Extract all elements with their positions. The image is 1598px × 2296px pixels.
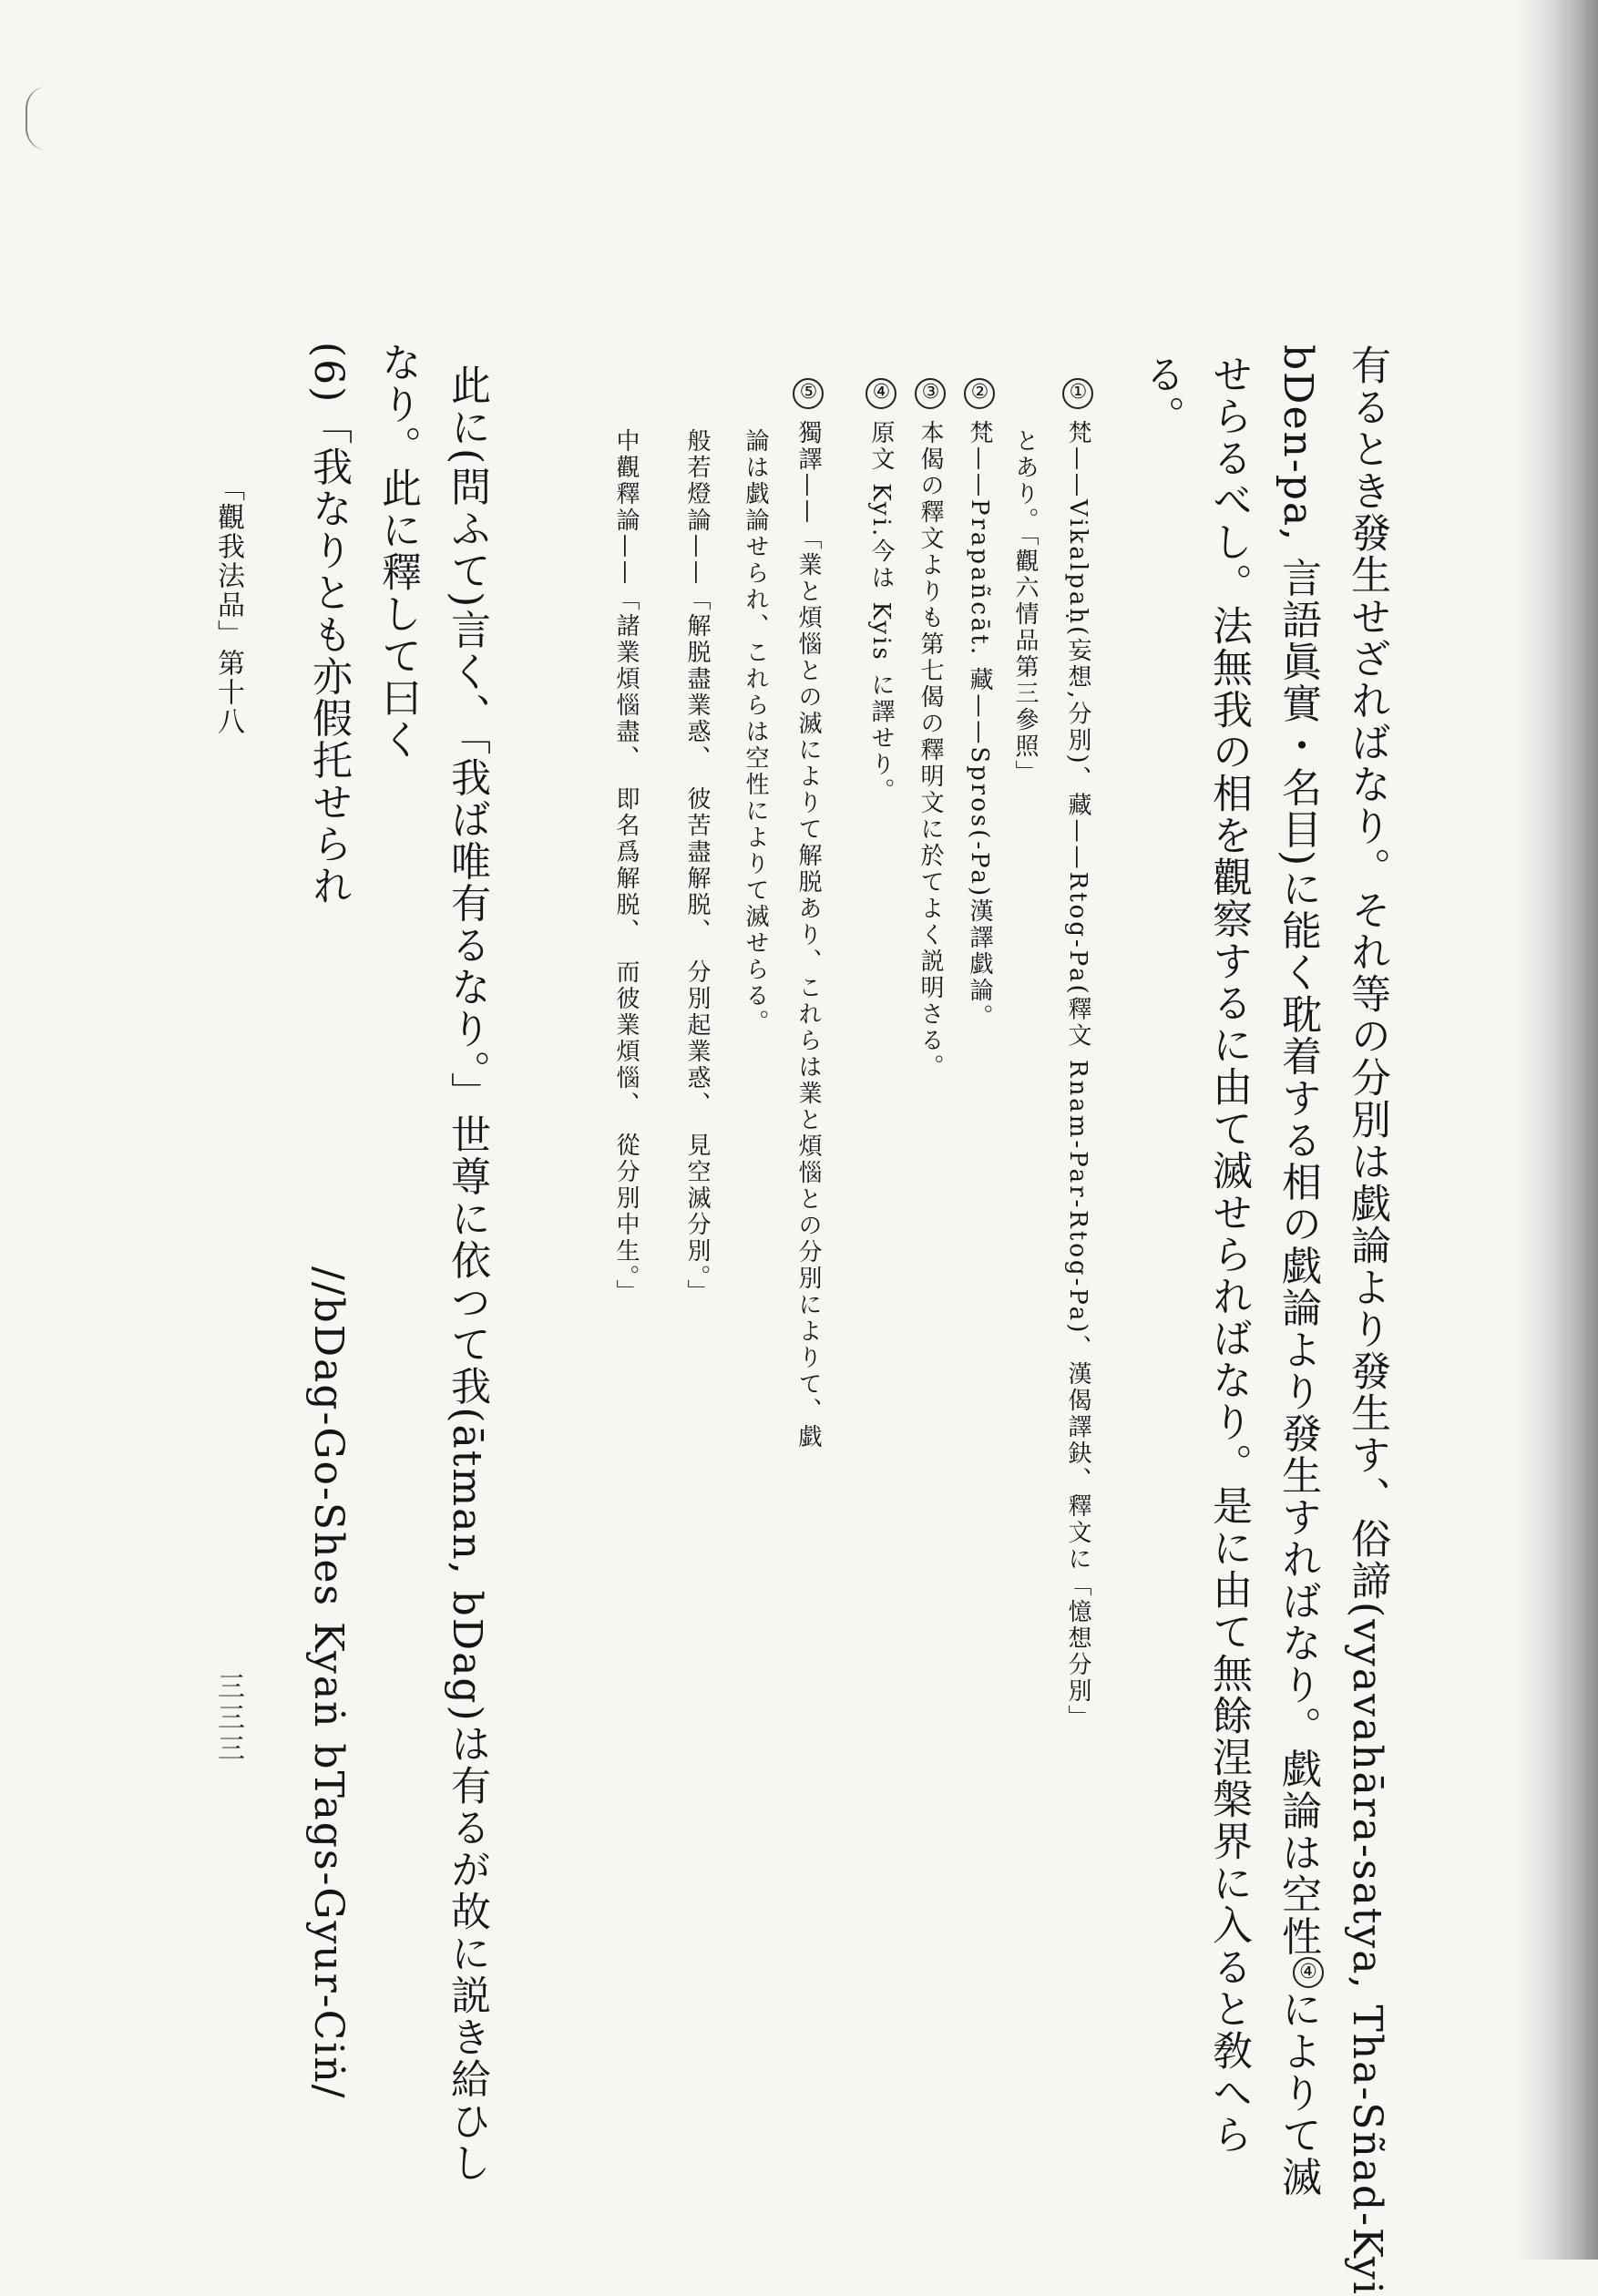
footnote-2 <box>964 378 995 1030</box>
footnote-1-text: 梵——Vikalpaḥ(妄想,分別)、藏——Rtog-Pa(釋文 Rnam-Par-Rtog-Pa)、漢偈譯鈌、釋文に「憶想分別」 <box>1064 420 1091 1732</box>
footnote-5-text: 獨譯——「業と煩惱との滅によりて解脱あり、これらは業と煩惱との分別によりて、戯 <box>794 420 822 1450</box>
section-6-line-2: なり。此に釋して曰く <box>374 342 421 761</box>
running-header: 「觀我法品」第十八 <box>212 474 244 736</box>
footnote-5-continuation: 論は戯論せられ、これらは空性によりて滅せらる。 <box>742 428 769 1036</box>
scan-page-edge-shadow <box>1516 0 1598 2260</box>
section-6-verse-japanese: 「我なりとも亦假托せられ <box>305 404 352 907</box>
main-text-line-2a: bDen-pa, 言語眞實・名目)に能く耽着する相の戯論より發生すればなり。戯論は空性 <box>1275 344 1321 1958</box>
section-6-line-3 <box>305 342 352 907</box>
scan-mark <box>26 87 47 150</box>
main-text-line-3: せらるべし。法無我の相を觀察するに由て滅せらればなり。是に由て無餘涅槃界に入ると敎へら <box>1205 354 1252 2156</box>
footnote-1 <box>1062 378 1093 1731</box>
footnote-1-continuation: とあり。「觀六情品第三參照」 <box>1011 428 1039 786</box>
section-6-verse-tibetan: //bDag-Go-Shes Kyaṅ bTags-Gyur-Ciṅ/ <box>305 1266 352 2100</box>
main-text-line-4: る。 <box>1138 354 1184 437</box>
page-number: 三三三 <box>212 1672 244 1765</box>
footnote-4 <box>866 378 896 805</box>
footnote-2-text: 梵——Prapañcāt. 藏——Spros(-Pa)漢譯戯論。 <box>966 420 993 1031</box>
footnote-3-text: 本偈の釋文よりも第七偈の釋明文に於てよく説明さる。 <box>917 420 944 1081</box>
footnote-number-3: ③ <box>915 378 946 409</box>
footnote-4-text: 原文 Kyi.今は Kyis に譯せり。 <box>867 420 895 805</box>
footnote-5-prajnapradipa: 般若燈論——「解脱盡業惑、 彼苦盡解脱、 分別起業惑、 見空滅分別。」 <box>683 428 711 1306</box>
footnote-number-5: ⑤ <box>793 378 824 409</box>
footnote-ref-4-mark: ④ <box>1293 1957 1324 1988</box>
footnote-number-4: ④ <box>866 378 896 409</box>
footnote-number-1: ① <box>1062 378 1093 409</box>
footnote-5-chugan-shakuron: 中觀釋論——「諸業煩惱盡、 即名爲解脱、 而彼業煩惱、 從分別中生。」 <box>612 428 640 1306</box>
footnote-3 <box>915 378 946 1081</box>
footnote-5 <box>793 378 824 1450</box>
main-text-line-2 <box>1277 344 1324 2198</box>
section-6-line-1: 此に(問ふて)言く、「我ば唯有るなり。」世尊に依つて我(ātman, bDag)は有るが故に説き給ひし <box>444 364 490 2184</box>
main-text-line-2b: によりて滅 <box>1275 1988 1321 2199</box>
main-text-line-1: 有るとき發生せざればなり。それ等の分別は戯論より發生す、俗諦(vyavahāra-satya, Tha-Sñad-Kyi <box>1344 344 1390 2296</box>
footnote-number-2: ② <box>964 378 995 409</box>
section-6-marker: (6) <box>305 342 352 405</box>
